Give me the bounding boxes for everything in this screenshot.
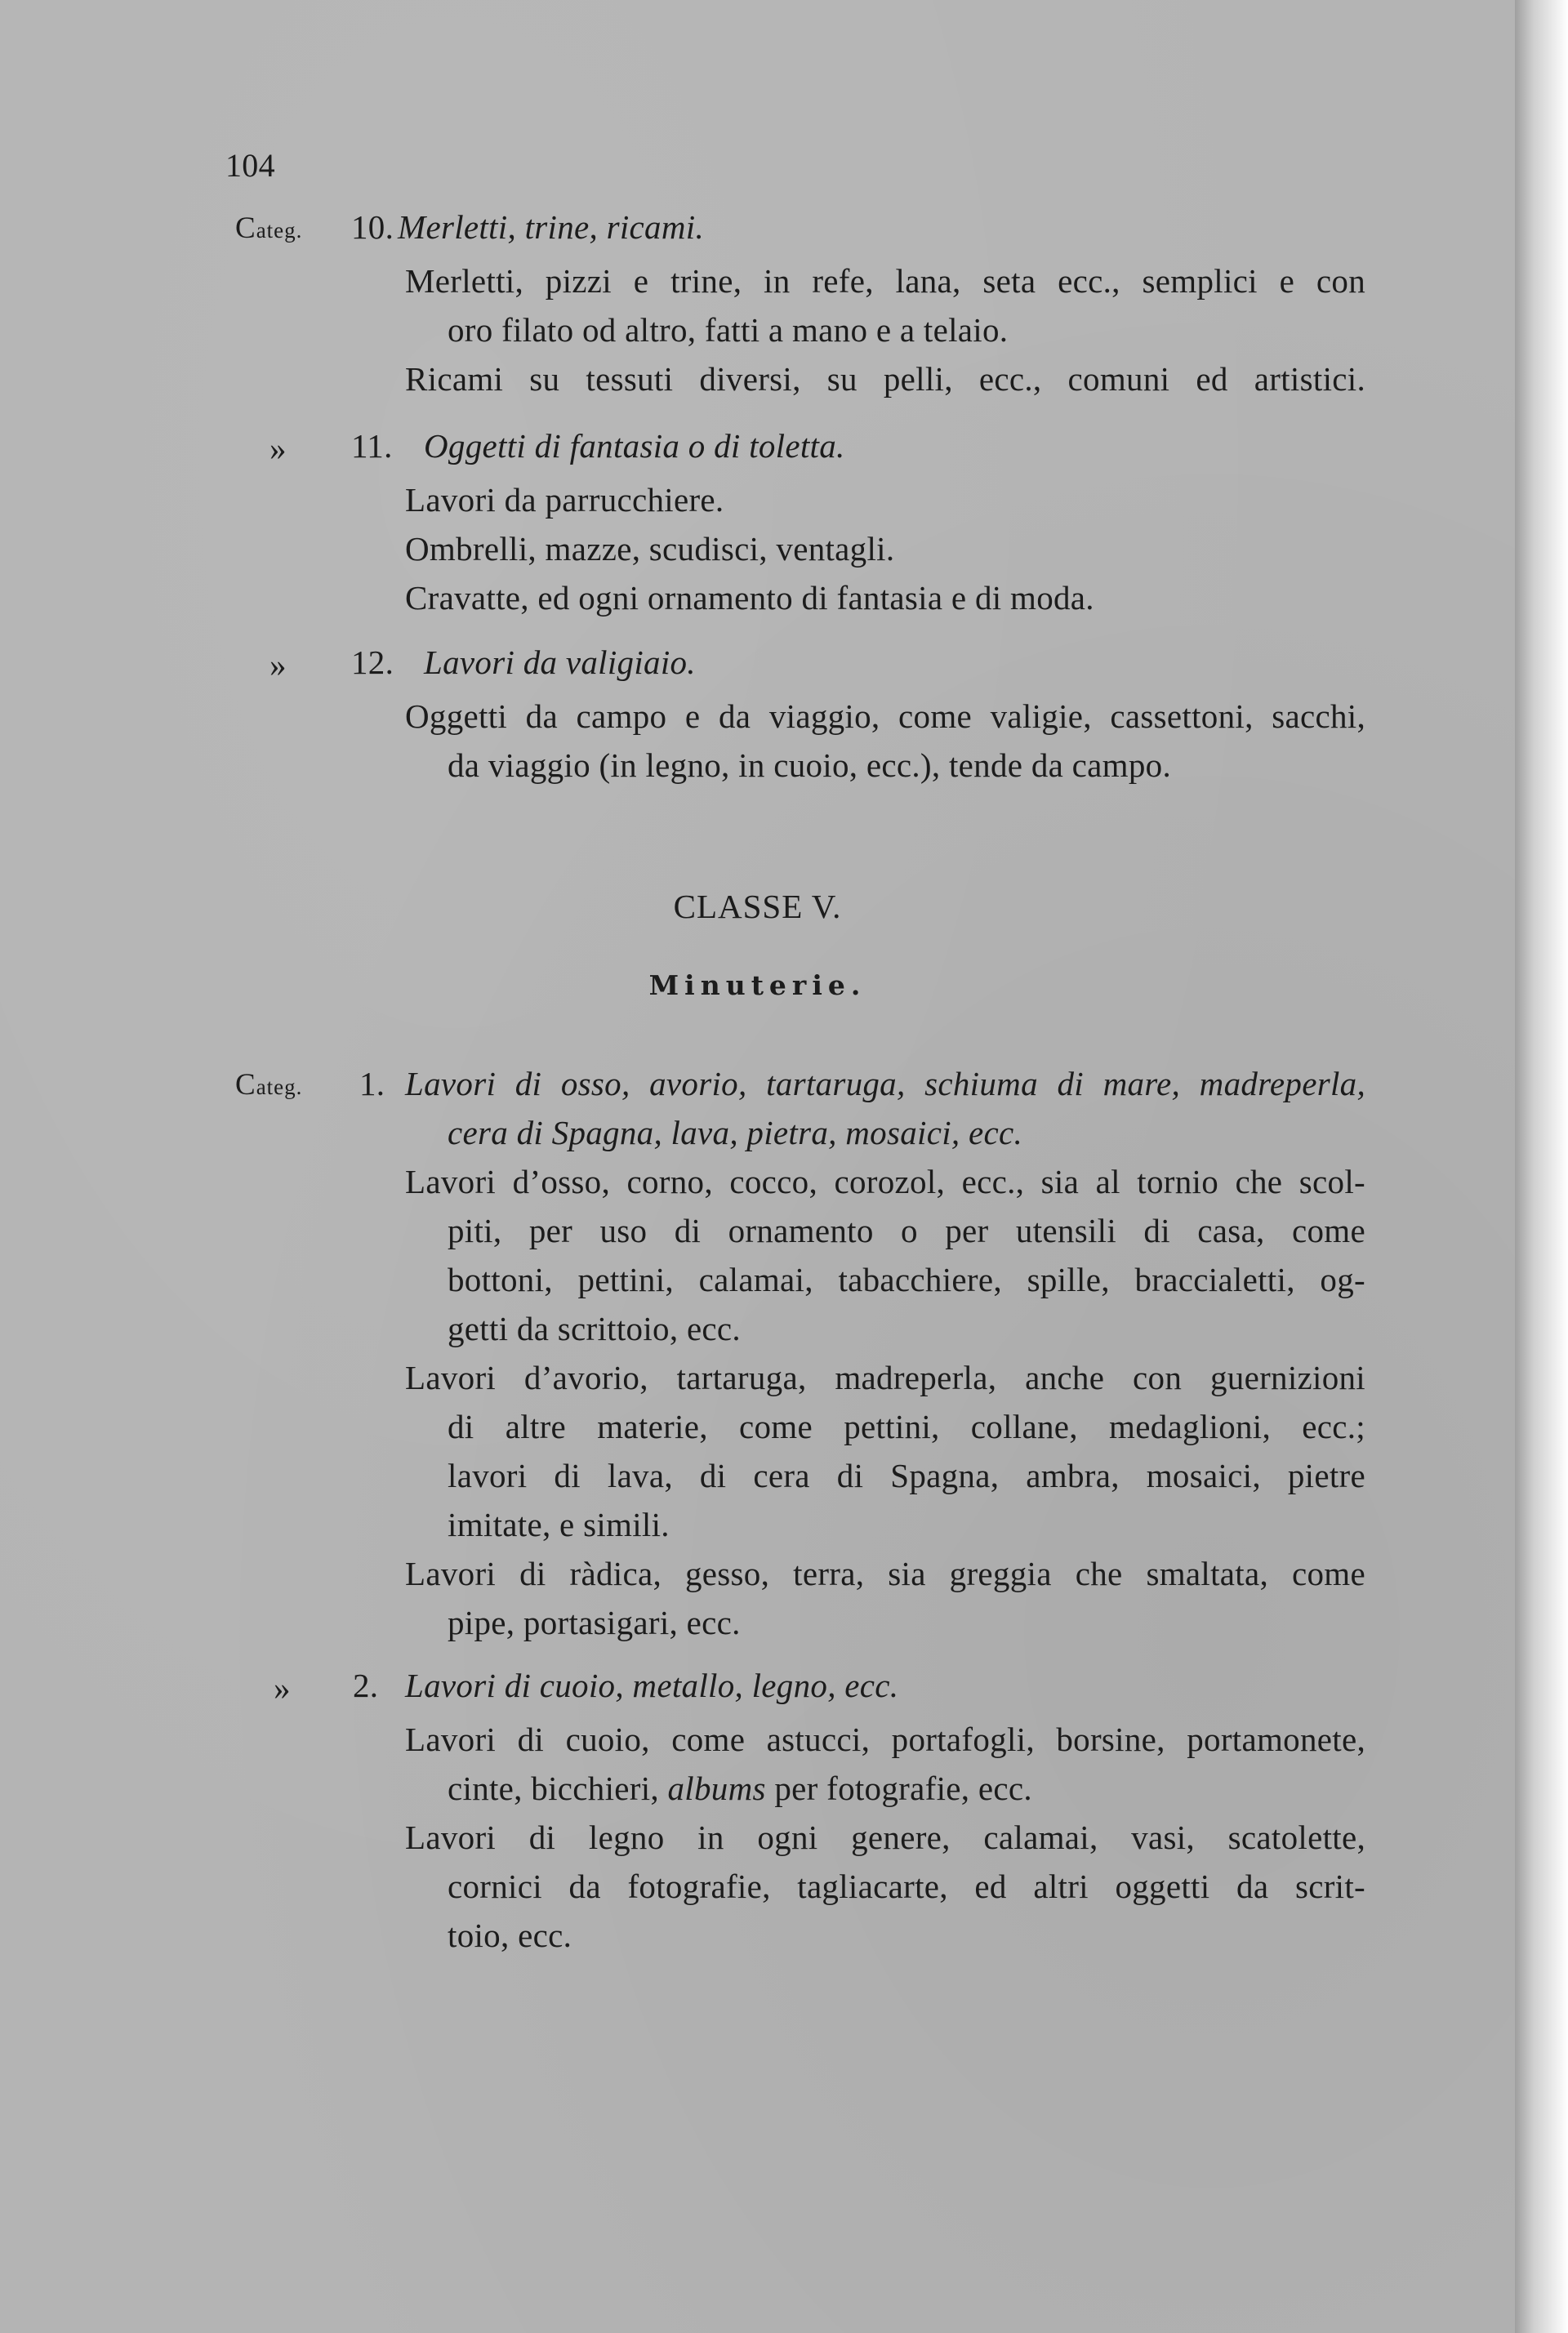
text-line: Lavori da parrucchiere. xyxy=(405,481,724,519)
text-line: di altre materie, come pettini, collane, medaglioni, ecc.; xyxy=(448,1408,1365,1445)
text-line: bottoni, pettini, calamai, tabacchiere, spille, braccialetti, og- xyxy=(448,1261,1365,1298)
text-line: Lavori di cuoio, come astucci, portafogli, borsine, portamonete, xyxy=(405,1721,1365,1758)
category-title: Lavori di cuoio, metallo, legno, ecc. xyxy=(405,1667,899,1704)
ditto-mark: » xyxy=(270,430,287,467)
text-line: Lavori d’avorio, tartaruga, madreperla, anche con guernizioni xyxy=(405,1359,1365,1396)
text-line: oro filato od altro, fatti a mano e a telaio. xyxy=(448,311,1009,349)
text-segment: per fotografie, ecc. xyxy=(765,1770,1032,1807)
text-line: Ombrelli, mazze, scudisci, ventagli. xyxy=(405,530,895,568)
category-title: Lavori di osso, avorio, tartaruga, schiuma di mare, madreperla, xyxy=(405,1065,1365,1102)
text-line: getti da scrittoio, ecc. xyxy=(448,1310,741,1347)
section-heading: Minuterie. xyxy=(648,969,866,1001)
categ-label: Categ. xyxy=(235,211,303,245)
class-title: CLASSE V. xyxy=(673,888,842,925)
category-title: Oggetti di fantasia o di toletta. xyxy=(424,427,845,465)
text-line: piti, per uso di ornamento o per utensili di casa, come xyxy=(448,1212,1365,1249)
text-segment: cinte, bicchieri, xyxy=(448,1770,668,1807)
text-line: Lavori di ràdica, gesso, terra, sia greggia che smaltata, come xyxy=(405,1555,1365,1592)
page-edge xyxy=(1515,0,1568,2333)
category-number: 1. xyxy=(359,1065,385,1102)
text-line: Merletti, pizzi e trine, in refe, lana, seta ecc., semplici e con xyxy=(405,262,1365,300)
text-line: lavori di lava, di cera di Spagna, ambra, mosaici, pietre xyxy=(448,1457,1365,1494)
ditto-mark: » xyxy=(270,646,287,683)
text-line: da viaggio (in legno, in cuoio, ecc.), tende da campo. xyxy=(448,746,1172,784)
category-number: 2. xyxy=(353,1667,379,1704)
category-number: 11. xyxy=(351,427,393,465)
text-line: cornici da fotografie, tagliacarte, ed altri oggetti da scrit- xyxy=(448,1868,1365,1905)
category-title: Merletti, trine, ricami. xyxy=(398,208,704,246)
category-number: 10. xyxy=(351,208,394,246)
text-line: pipe, portasigari, ecc. xyxy=(448,1604,741,1641)
text-line: Lavori di legno in ogni genere, calamai, vasi, scatolette, xyxy=(405,1819,1365,1856)
text-line: Oggetti da campo e da viaggio, come valigie, cassettoni, sacchi, xyxy=(405,697,1365,735)
text-line: Lavori d’osso, corno, cocco, corozol, ecc., sia al tornio che scol- xyxy=(405,1163,1365,1200)
category-title: Lavori da valigiaio. xyxy=(424,643,696,681)
text-line: imitate, e simili. xyxy=(448,1506,670,1543)
categ-label: Categ. xyxy=(235,1068,303,1102)
text-line xyxy=(448,1772,1032,1805)
category-title: cera di Spagna, lava, pietra, mosaici, ecc. xyxy=(448,1114,1023,1151)
text-line: Ricami su tessuti diversi, su pelli, ecc., comuni ed artistici. xyxy=(405,360,1365,398)
text-line: Cravatte, ed ogni ornamento di fantasia e di moda. xyxy=(405,579,1094,617)
text-segment-italic: albums xyxy=(667,1770,766,1807)
ditto-mark: » xyxy=(274,1669,291,1707)
text-line: toio, ecc. xyxy=(448,1917,572,1954)
category-number: 12. xyxy=(351,643,394,681)
page-number: 104 xyxy=(225,147,275,184)
